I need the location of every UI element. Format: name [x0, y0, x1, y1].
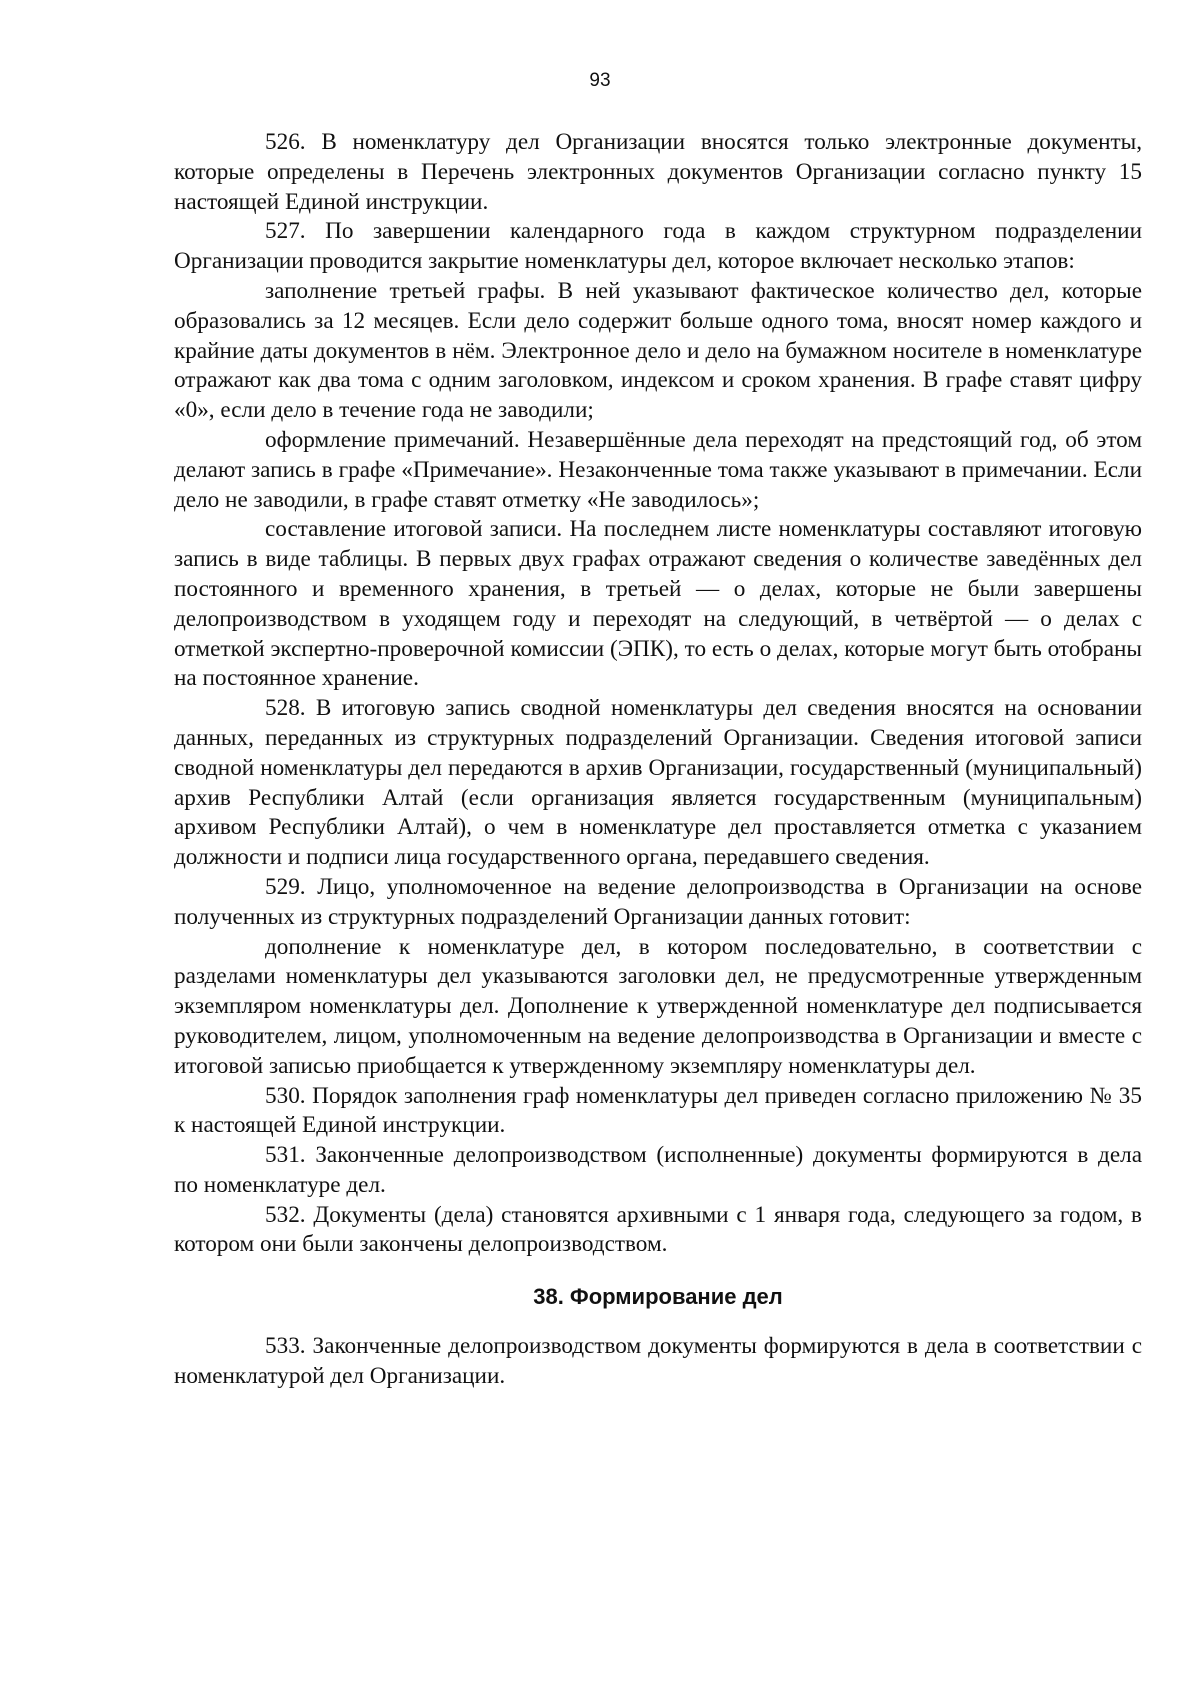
paragraph-527-item-third-column: заполнение третьей графы. В ней указывают фактическое количество дел, которые образовались за 12 месяцев. Если дело содержит больше одного тома, вносят номер каждого и крайние даты документов в нём. Электронное дело и дело на бумажном носителе в номенклатуре отражают как два тома с одним заголовком, индексом и сроком хранения. В графе ставят цифру «0», если дело в течение года не заводили;	[174, 277, 1142, 424]
paragraph-531: 531. Законченные делопроизводством (исполненные) документы формируются в дела по номенклатуре дел.	[174, 1142, 1142, 1198]
paragraph-530: 530. Порядок заполнения граф номенклатуры дел приведен согласно приложению № 35 к настоящей Единой инструкции.	[174, 1082, 1142, 1139]
paragraph-527: 527. По завершении календарного года в каждом структурном подразделении Организации проводится закрытие номенклатуры дел, которое включает несколько этапов:	[174, 218, 1142, 275]
paragraph-526: 526. В номенклатуру дел Организации вносятся только электронные документы, которые определены в Перечень электронных документов Организации согласно пункту 15 настоящей Единой инструкции.	[174, 129, 1142, 215]
document-body	[174, 128, 1142, 1392]
paragraph-529-item-addendum: дополнение к номенклатуре дел, в котором последовательно, в соответствии с разделами номенклатуры дел указываются заголовки дел, не предусмотренные утвержденным экземпляром номенклатуры дел. Дополнение к утвержденной номенклатуре дел подписывается руководителем, лицом, уполномоченным на ведение делопроизводства в Организации и вместе с итоговой записью приобщается к утвержденному экземпляру номенклатуры дел.	[174, 933, 1142, 1079]
paragraph-527-item-final-record: составление итоговой записи. На последнем листе номенклатуры составляют итоговую запись в виде таблицы. В первых двух графах отражают сведения о количестве заведённых дел постоянного и временного хранения, в третьей — о делах, которые не были завершены делопроизводством в уходящем году и переходят на следующий, в четвёртой — о делах с отметкой экспертно-проверочной комиссии (ЭПК), то есть о делах, которые могут быть отобраны на постоянное хранение.	[174, 516, 1142, 692]
paragraph-529: 529. Лицо, уполномоченное на ведение делопроизводства в Организации на основе полученных из структурных подразделений Организации данных готовит:	[174, 873, 1142, 930]
paragraph-533: 533. Законченные делопроизводством документы формируются в дела в соответствии с номенклатурой дел Организации.	[174, 1333, 1142, 1390]
section-heading: 38. Формирование дел	[533, 1284, 783, 1310]
paragraph-532: 532. Документы (дела) становятся архивными с 1 января года, следующего за годом, в котором они были закончены делопроизводством.	[174, 1201, 1142, 1258]
paragraph-528: 528. В итоговую запись сводной номенклатуры дел сведения вносятся на основании данных, переданных из структурных подразделений Организации. Сведения итоговой записи сводной номенклатуры дел передаются в архив Организации, государственный (муниципальный) архив Республики Алтай (если организация является государственным (муниципальным) архивом Республики Алтай), о чем в номенклатуре дел проставляется отметка с указанием должности и подписи лица государственного органа, передавшего сведения.	[174, 695, 1142, 871]
paragraph-527-item-notes: оформление примечаний. Незавершённые дела переходят на предстоящий год, об этом делают запись в графе «Примечание». Незаконченные тома также указывают в примечании. Если дело не заводили, в графе ставят отметку «Не заводилось»;	[174, 426, 1142, 513]
page-number: 93	[589, 70, 611, 91]
